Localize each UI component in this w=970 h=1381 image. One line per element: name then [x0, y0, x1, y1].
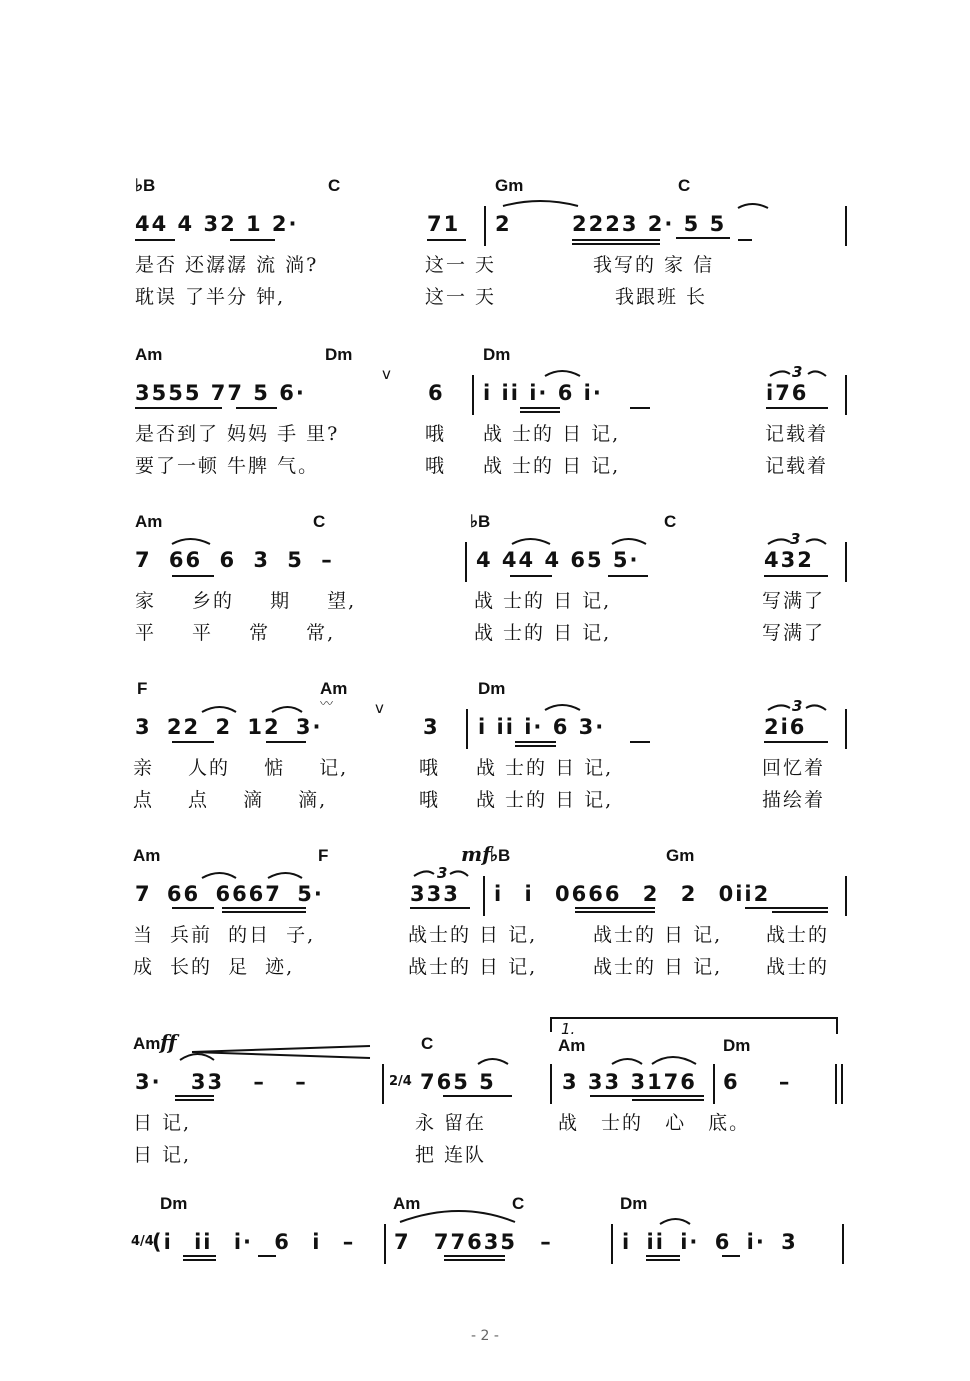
notation: i ii i· 6 3·: [478, 715, 606, 739]
lyric-line-1: 写满了: [762, 590, 826, 612]
staff-system-1: [0, 176, 970, 336]
chord: C: [678, 176, 691, 195]
notation: 2223 2· 5 5: [572, 212, 727, 236]
notation: 3 22 2 12 3·: [135, 715, 323, 739]
barline: [384, 1224, 386, 1264]
breath-mark: v: [375, 699, 384, 717]
chord: Am: [320, 679, 348, 698]
lyric-line-2: 这一 天: [425, 286, 497, 308]
chord: Dm: [160, 1194, 188, 1213]
lyric-line-2: 战 士的 日 记,: [474, 622, 612, 644]
chord: Dm: [723, 1036, 751, 1055]
lyric-line-1: 回忆着: [762, 757, 826, 779]
chord: Dm: [620, 1194, 648, 1213]
lyric-line-2: 记载着: [765, 455, 829, 477]
chord: ♭B: [135, 176, 156, 195]
barline: [845, 876, 847, 916]
dynamic-marking: mf: [461, 842, 491, 866]
lyric-line-1: 我写的 家 信: [593, 254, 715, 276]
barline: [845, 542, 847, 582]
barline: [845, 709, 847, 749]
lyric-line-1: 是否 还潺潺 流 淌?: [135, 254, 319, 276]
barline: [382, 1064, 384, 1104]
notation: 7 66 6667 5·: [135, 882, 324, 906]
final-barline: [841, 1064, 843, 1104]
chord: ♭B: [490, 846, 511, 865]
notation: 2: [495, 212, 512, 236]
chord: Gm: [495, 176, 524, 195]
lyric-line-1: 当 兵前 的日 子,: [133, 924, 316, 946]
lyric-line-1: 战士的 日 记,: [593, 924, 723, 946]
chord: C: [512, 1194, 525, 1213]
lyric-line-2: 战士的: [766, 956, 830, 978]
mordent-mark: 〰: [320, 697, 334, 712]
lyric-line-1: 战 士的 心 底。: [558, 1112, 751, 1134]
notation: 4 44 4 65 5·: [476, 548, 640, 572]
lyric-line-2: 平 平 常 常,: [135, 622, 336, 644]
chord: C: [313, 512, 326, 531]
lyric-line-1: 记载着: [765, 423, 829, 445]
lyric-line-2: 战士的 日 记,: [593, 956, 723, 978]
notation: 3· 33 – –: [135, 1070, 308, 1094]
lyric-line-1: 战 士的 日 记,: [476, 757, 614, 779]
lyric-line-2: 描绘着: [762, 789, 826, 811]
chord: F: [137, 679, 148, 698]
notation: (i ii i· 6 i –: [152, 1230, 356, 1254]
chord: Am: [393, 1194, 421, 1213]
barline: [550, 1064, 552, 1104]
barline: [465, 542, 467, 582]
chord: Gm: [666, 846, 695, 865]
notation: 3555 77 5 6·: [135, 381, 306, 405]
triplet-number: 3: [792, 363, 803, 381]
chord: Am: [133, 1034, 161, 1053]
notation: i i 0666 2 2 0ii2: [494, 882, 771, 906]
time-signature: 2/4: [389, 1074, 412, 1089]
barline: [466, 709, 468, 749]
chord: Am: [558, 1036, 586, 1055]
staff-system-5: [0, 842, 970, 1006]
lyric-line-1: 战 士的 日 记,: [483, 423, 621, 445]
barline: [713, 1064, 715, 1104]
lyric-line-1: 永 留在: [415, 1112, 487, 1134]
chord: Dm: [325, 345, 353, 364]
lyric-line-1: 战士的: [766, 924, 830, 946]
staff-system-2: [0, 345, 970, 505]
lyric-line-2: 点 点 滴 滴,: [133, 789, 328, 811]
final-barline: [835, 1064, 837, 1104]
breath-mark: v: [382, 365, 391, 383]
page-number: - 2 -: [471, 1328, 499, 1344]
lyric-line-1: 战士的 日 记,: [408, 924, 538, 946]
lyric-line-2: 成 长的 足 迹,: [133, 956, 295, 978]
lyric-line-2: 战 士的 日 记,: [476, 789, 614, 811]
volta-number: 1.: [561, 1020, 576, 1038]
lyric-line-1: 是否到了 妈妈 手 里?: [135, 423, 340, 445]
dynamic-marking: ff: [160, 1030, 177, 1054]
chord: F: [318, 846, 329, 865]
lyric-line-2: 耽误 了半分 钟,: [135, 286, 286, 308]
notation: 6: [428, 381, 445, 405]
notation: 432: [764, 548, 814, 572]
notation: 3: [423, 715, 440, 739]
chord: Am: [135, 512, 163, 531]
notation: 44 4 32 1 2·: [135, 212, 299, 236]
chord: Am: [135, 345, 163, 364]
lyric-line-1: 亲 人的 惦 记,: [133, 757, 349, 779]
lyric-line-1: 战 士的 日 记,: [474, 590, 612, 612]
notation: i ii i· 6 i· 3: [622, 1230, 798, 1254]
notation: 7 66 6 3 5 –: [135, 548, 334, 572]
chord: C: [328, 176, 341, 195]
chord: ♭B: [470, 512, 491, 531]
chord: Dm: [478, 679, 506, 698]
notation: 6 –: [723, 1070, 792, 1094]
barline: [483, 876, 485, 916]
staff-system-4: [0, 679, 970, 839]
notation: 765 5: [420, 1070, 496, 1094]
notation: 2i6: [764, 715, 807, 739]
lyric-line-2: 要了一顿 牛脾 气。: [135, 455, 320, 477]
lyric-line-2: 哦: [425, 455, 447, 477]
lyric-line-1: 家 乡的 期 望,: [135, 590, 357, 612]
chord: Dm: [483, 345, 511, 364]
barline: [484, 206, 486, 246]
notation: 7 77635 –: [394, 1230, 553, 1254]
triplet-number: 3: [792, 697, 803, 715]
lyric-line-2: 写满了: [762, 622, 826, 644]
chord: C: [421, 1034, 434, 1053]
lyric-line-1: 日 记,: [133, 1112, 192, 1134]
chord: C: [664, 512, 677, 531]
lyric-line-1: 这一 天: [425, 254, 497, 276]
barline: [611, 1224, 613, 1264]
notation: 71: [427, 212, 461, 236]
triplet-number: 3: [790, 530, 801, 548]
notation: i76: [766, 381, 809, 405]
lyric-line-2: 把 连队: [415, 1144, 487, 1166]
notation: i ii i· 6 i·: [483, 381, 603, 405]
lyric-line-2: 战 士的 日 记,: [483, 455, 621, 477]
lyric-line-2: 哦: [419, 789, 441, 811]
staff-system-6: [0, 1020, 970, 1194]
lyric-line-2: 我跟班 长: [615, 286, 708, 308]
chord: Am: [133, 846, 161, 865]
staff-system-3: [0, 512, 970, 672]
lyric-line-2: 日 记,: [133, 1144, 192, 1166]
notation: 333: [410, 882, 460, 906]
lyric-line-1: 哦: [425, 423, 447, 445]
lyric-line-2: 战士的 日 记,: [408, 956, 538, 978]
barline: [845, 375, 847, 415]
barline: [842, 1224, 844, 1264]
triplet-number: 3: [437, 864, 448, 882]
notation: 3 33 3176: [562, 1070, 697, 1094]
barline: [472, 375, 474, 415]
lyric-line-1: 哦: [419, 757, 441, 779]
barline: [845, 206, 847, 246]
time-signature: 4/4: [131, 1234, 154, 1249]
